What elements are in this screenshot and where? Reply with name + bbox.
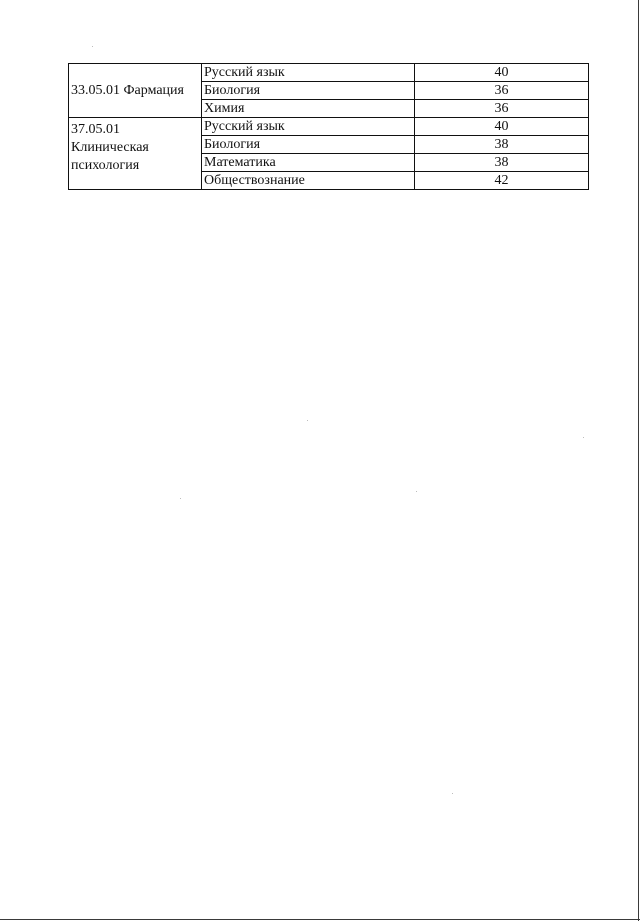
scan-edge-bottom	[0, 919, 640, 920]
score-cell: 36	[415, 82, 589, 100]
subject-cell: Русский язык	[202, 118, 415, 136]
subject-cell: Обществознание	[202, 172, 415, 190]
score-cell: 40	[415, 118, 589, 136]
scan-speck	[452, 793, 453, 794]
subject-cell: Биология	[202, 136, 415, 154]
subject-cell: Русский язык	[202, 64, 415, 82]
program-name: 33.05.01 Фармация	[71, 82, 184, 98]
score-cell: 38	[415, 154, 589, 172]
program-name-line: Клиническая	[71, 140, 149, 155]
minimum-scores-table	[68, 63, 589, 190]
scan-speck	[307, 420, 308, 421]
score-cell: 40	[415, 64, 589, 82]
scan-edge-right	[638, 0, 639, 921]
subject-cell: Математика	[202, 154, 415, 172]
score-cell: 36	[415, 100, 589, 118]
program-code: 37.05.01	[71, 122, 120, 137]
scan-speck	[416, 491, 417, 492]
program-name-line: психология	[71, 158, 140, 173]
program-cell	[69, 118, 202, 190]
scan-speck	[583, 437, 584, 438]
program-cell	[69, 64, 202, 118]
score-cell: 38	[415, 136, 589, 154]
subject-cell: Биология	[202, 82, 415, 100]
scan-speck	[180, 498, 181, 499]
table-row	[69, 118, 589, 136]
score-cell: 42	[415, 172, 589, 190]
subject-cell: Химия	[202, 100, 415, 118]
table-row	[69, 64, 589, 82]
scan-speck	[92, 46, 93, 47]
